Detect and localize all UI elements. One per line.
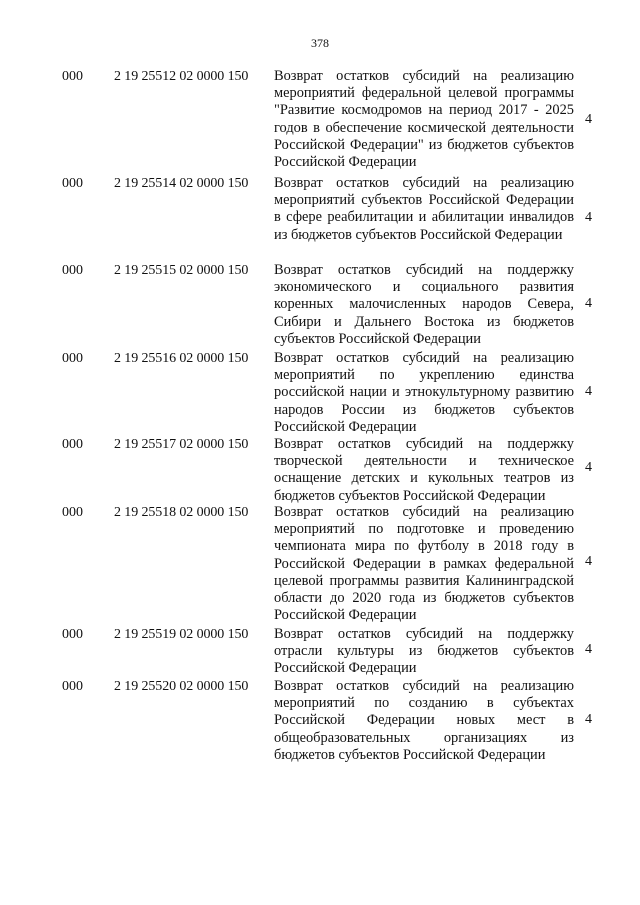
row-value: 4 [585, 384, 592, 399]
budget-code: 2 19 25514 02 0000 150 [114, 176, 249, 191]
admin-code: 000 [62, 627, 83, 642]
table-row [0, 678, 640, 768]
row-description: Возврат остатков субсидий на реализацию мероприятий субъектов Российской Федерации в сфере реабилитации и абилитации инвалидов из бюджетов субъектов Российской Федерации [274, 175, 574, 243]
row-value: 4 [585, 296, 592, 311]
row-description: Возврат остатков субсидий на реализацию мероприятий федеральной целевой программы "Развитие космодромов на период 2017 - 2025 годов в обеспечение космической деятельности Российской Федерации" из бюджетов субъектов Российской Федерации [274, 68, 574, 171]
budget-table [0, 68, 640, 768]
budget-code: 2 19 25517 02 0000 150 [114, 437, 249, 452]
table-row [0, 350, 640, 436]
admin-code: 000 [62, 505, 83, 520]
row-value: 4 [585, 460, 592, 475]
table-row [0, 262, 640, 350]
table-row [0, 626, 640, 678]
budget-code: 2 19 25518 02 0000 150 [114, 505, 249, 520]
row-value: 4 [585, 112, 592, 127]
budget-code: 2 19 25512 02 0000 150 [114, 69, 249, 84]
admin-code: 000 [62, 437, 83, 452]
admin-code: 000 [62, 679, 83, 694]
row-value: 4 [585, 642, 592, 657]
admin-code: 000 [62, 263, 83, 278]
admin-code: 000 [62, 176, 83, 191]
budget-code: 2 19 25519 02 0000 150 [114, 627, 249, 642]
table-row [0, 68, 640, 175]
row-value: 4 [585, 210, 592, 225]
row-description: Возврат остатков субсидий на реализацию мероприятий по укреплению единства российской нации и этнокультурному развитию народов России из бюджетов субъектов Российской Федерации [274, 350, 574, 435]
row-description: Возврат остатков субсидий на поддержку творческой деятельности и техническое оснащение детских и кукольных театров из бюджетов субъектов Российской Федерации [274, 436, 574, 504]
row-value: 4 [585, 712, 592, 727]
page-number: 378 [311, 36, 329, 50]
budget-code: 2 19 25515 02 0000 150 [114, 263, 249, 278]
admin-code: 000 [62, 351, 83, 366]
row-description: Возврат остатков субсидий на поддержку экономического и социального развития коренных малочисленных народов Севера, Сибири и Дальнего Востока из бюджетов субъектов Российской Федерации [274, 262, 574, 347]
row-value: 4 [585, 554, 592, 569]
row-description: Возврат остатков субсидий на реализацию мероприятий по подготовке и проведению чемпионата мира по футболу в 2018 году в Российской Федерации в рамках федеральной целевой программы развития Калининградской области до 2020 года из бюджетов субъектов Российской Федерации [274, 504, 574, 624]
budget-code: 2 19 25516 02 0000 150 [114, 351, 249, 366]
admin-code: 000 [62, 69, 83, 84]
budget-code: 2 19 25520 02 0000 150 [114, 679, 249, 694]
table-row [0, 175, 640, 262]
row-description: Возврат остатков субсидий на поддержку отрасли культуры из бюджетов субъектов Российской Федерации [274, 626, 574, 677]
table-row [0, 504, 640, 626]
table-row [0, 436, 640, 504]
row-description: Возврат остатков субсидий на реализацию мероприятий по созданию в субъектах Российской Федерации новых мест в общеобразовательных организациях из бюджетов субъектов Российской Федерации [274, 678, 574, 763]
